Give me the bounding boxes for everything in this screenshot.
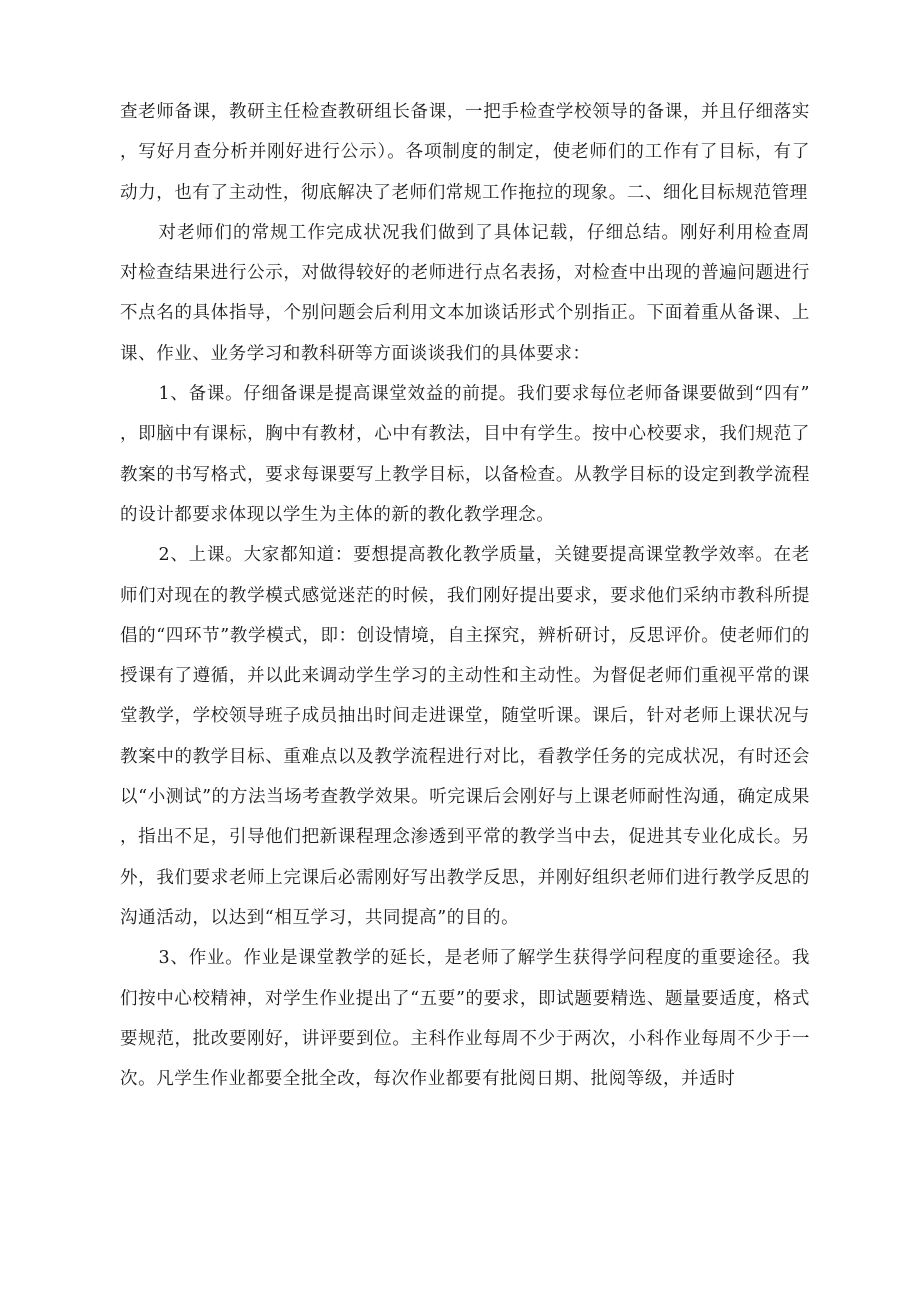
paragraph-4: 2、上课。大家都知道：要想提高教化教学质量，关键要提高课堂教学效率。在老师们对现在的教学模式感觉迷茫的时候，我们刚好提出要求，要求他们采纳市教科所提倡的“四环节”教学模式，即：创设情境，自主探究，辨析研讨，反思评价。使老师们的授课有了遵循，并以此来调动学生学习的主动性和主动性。为督促老师们重视平常的课堂教学，学校领导班子成员抽出时间走进课堂，随堂听课。课后，针对老师上课状况与教案中的教学目标、重难点以及教学流程进行对比，看教学任务的完成状况，有时还会以“小测试”的方法当场考查教学效果。听完课后会刚好与上课老师耐性沟通，确定成果，指出不足，引导他们把新课程理念渗透到平常的教学当中去，促进其专业化成长。另外，我们要求老师上完课后必需刚好写出教学反思，并刚好组织老师们进行教学反思的沟通活动，以达到“相互学习，共同提高”的目的。 (120, 545, 810, 928)
paragraph-3: 1、备课。仔细备课是提高课堂效益的前提。我们要求每位老师备课要做到“四有”，即脑中有课标，胸中有教材，心中有教法，目中有学生。按中心校要求，我们规范了教案的书写格式，要求每课要写上教学目标，以备检查。从教学目标的设定到教学流程的设计都要求体现以学生为主体的新的教化教学理念。 (120, 384, 810, 525)
paragraph-2: 对老师们的常规工作完成状况我们做到了具体记载，仔细总结。刚好利用检查周对检查结果进行公示，对做得较好的老师进行点名表扬，对检查中出现的普遍问题进行不点名的具体指导，个别问题会后利用文本加谈话形式个别指正。下面着重从备课、上课、作业、业务学习和教科研等方面谈谈我们的具体要求： (120, 222, 810, 364)
paragraph-5: 3、作业。作业是课堂教学的延长，是老师了解学生获得学问程度的重要途径。我们按中心校精神，对学生作业提出了“五要”的要求，即试题要精选、题量要适度，格式要规范，批改要刚好，讲评要到位。主科作业每周不少于两次，小科作业每周不少于一次。凡学生作业都要全批全改，每次作业都要有批阅日期、批阅等级，并适时 (120, 948, 810, 1090)
paragraph-1: 查老师备课，教研主任检查教研组长备课，一把手检查学校领导的备课，并且仔细落实，写好月查分析并刚好进行公示）。各项制度的制定，使老师们的工作有了目标，有了动力，也有了主动性，彻底解决了老师们常规工作拖拉的现象。二、细化目标规范管理 (120, 102, 810, 203)
document-body (120, 92, 810, 1099)
